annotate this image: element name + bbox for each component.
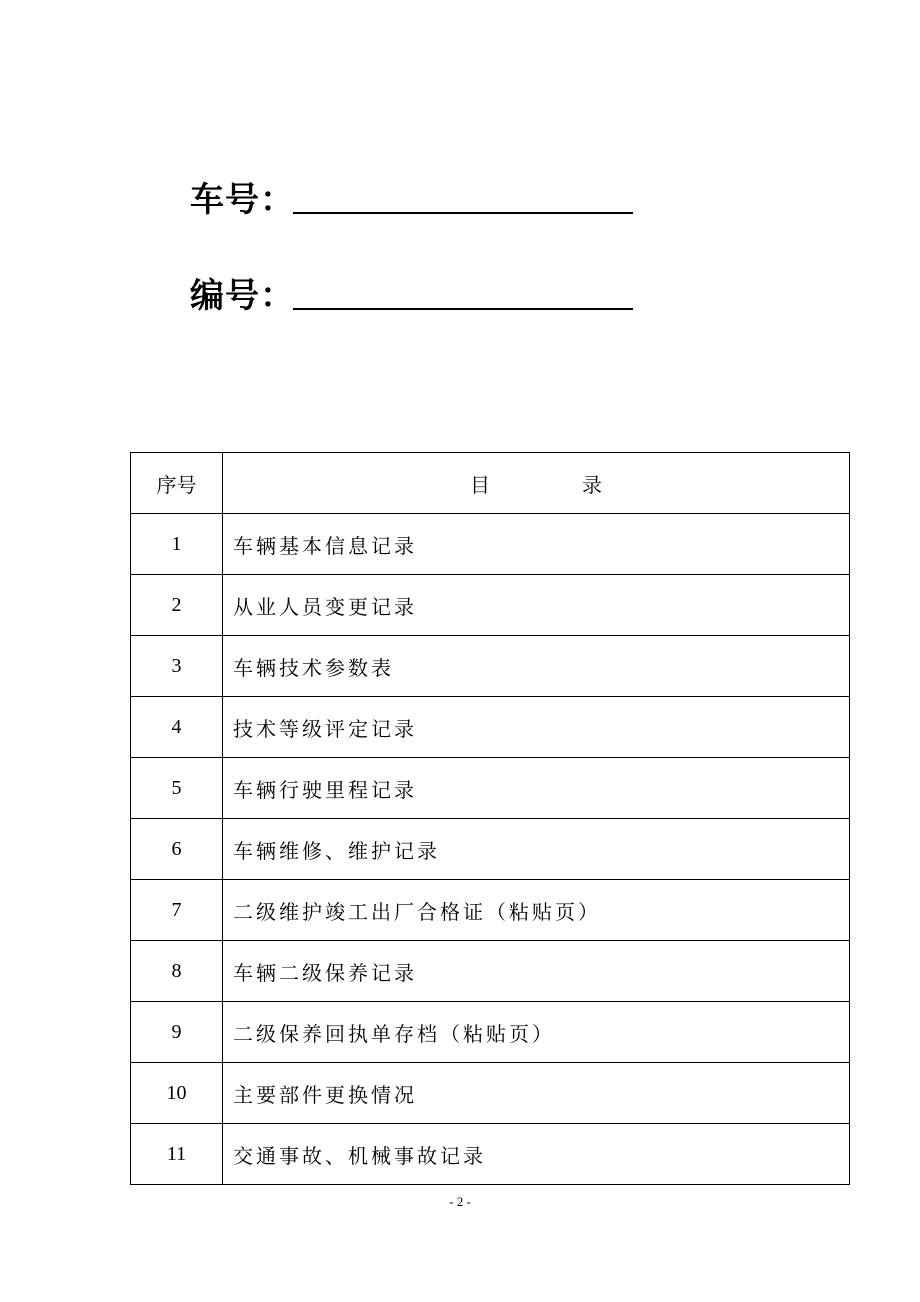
table-row [131,514,850,575]
toc-header-number: 序号 [131,453,223,514]
row-title: 从业人员变更记录 [223,575,850,636]
table-row [131,880,850,941]
table-of-contents [130,452,850,1185]
row-title: 二级保养回执单存档（粘贴页） [223,1002,850,1063]
row-number: 4 [131,697,223,758]
row-title: 技术等级评定记录 [223,697,850,758]
vehicle-number-label: 车号： [190,180,295,220]
table-row [131,575,850,636]
row-number: 3 [131,636,223,697]
row-title: 主要部件更换情况 [223,1063,850,1124]
row-number: 9 [131,1002,223,1063]
row-number: 7 [131,880,223,941]
row-title: 二级维护竣工出厂合格证（粘贴页） [223,880,850,941]
row-number: 6 [131,819,223,880]
row-number: 5 [131,758,223,819]
vehicle-number-blank-line [293,212,633,214]
serial-number-field [190,272,640,322]
row-number: 10 [131,1063,223,1124]
table-row [131,1002,850,1063]
row-title: 车辆维修、维护记录 [223,819,850,880]
page-number: - 2 - [449,1194,471,1209]
toc-header-title [223,453,850,514]
row-title: 车辆基本信息记录 [223,514,850,575]
row-number: 11 [131,1124,223,1185]
row-number: 8 [131,941,223,1002]
table-row [131,636,850,697]
table-row [131,758,850,819]
row-title: 车辆技术参数表 [223,636,850,697]
vehicle-number-field [190,176,640,226]
row-number: 2 [131,575,223,636]
table-row [131,1063,850,1124]
table-row [131,697,850,758]
row-number: 1 [131,514,223,575]
row-title: 车辆行驶里程记录 [223,758,850,819]
serial-number-blank-line [293,308,633,310]
table-row [131,941,850,1002]
table-row [131,819,850,880]
serial-number-label: 编号： [190,276,295,316]
row-title: 车辆二级保养记录 [223,941,850,1002]
toc-header-title-part2: 录 [582,472,602,497]
toc-header-title-part1: 目 [470,472,490,497]
toc-header-row [131,453,850,514]
row-title: 交通事故、机械事故记录 [223,1124,850,1185]
table-row [131,1124,850,1185]
